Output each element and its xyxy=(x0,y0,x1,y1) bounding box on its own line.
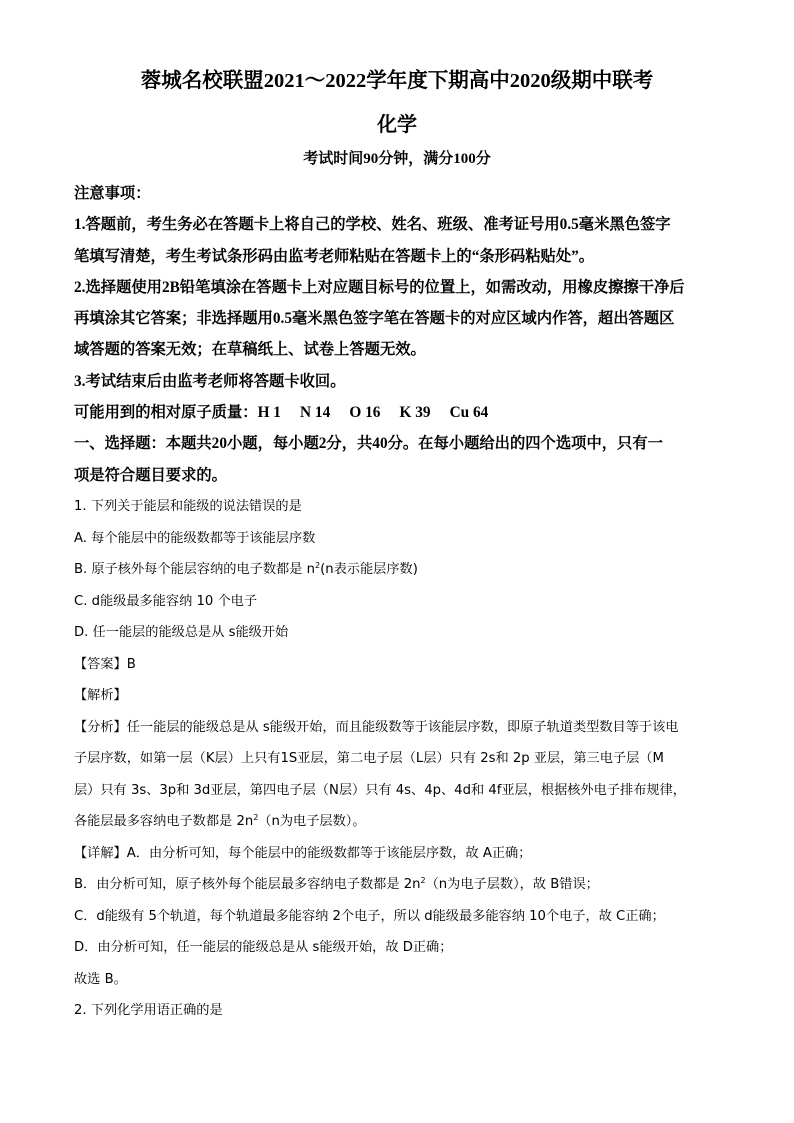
section-heading-line2: 项是符合题目要求的。 xyxy=(74,466,227,484)
q1-analysis-line4 xyxy=(74,806,724,838)
q1-analysis-line2: 子层序数，如第一层（K层）上只有1S亚层，第二电子层（L层）只有 2s和 2p 亚层，第三电子层（M xyxy=(74,751,664,766)
exam-notes xyxy=(74,178,724,491)
notes-item3: 3.考试结束后由监考老师将答题卡收回。 xyxy=(74,372,346,390)
notes-item1-line2: 笔填写清楚，考生考试条形码由监考老师粘贴在答题卡上的“条形码粘贴处”。 xyxy=(74,247,595,265)
exam-time-score: 考试时间90分钟，满分100分 xyxy=(303,151,491,167)
q1-detail-b xyxy=(74,869,724,901)
q1-analysis-line4-note: （n为电子层数）。 xyxy=(258,814,366,829)
q1-option-b-note: (n表示能层序数) xyxy=(320,562,418,577)
q1-analysis-line4-text: 各能层最多容纳电子数都是 2n xyxy=(74,814,254,829)
q1-option-d: D. 任一能层的能级总是从 s能级开始 xyxy=(74,625,289,640)
q1-option-c: C. d能级最多能容纳 10 个电子 xyxy=(74,593,258,609)
q1-detail-b-superscript: 2 xyxy=(420,876,426,885)
question-block xyxy=(74,491,724,1027)
q1-detail-d: D．由分析可知，任一能层的能级总是从 s能级开始，故 D正确； xyxy=(74,940,453,955)
notes-item1-line1: 1.答题前，考生务必在答题卡上将自己的学校、姓名、班级、准考证号用0.5毫米黑色签字 xyxy=(74,216,671,234)
q1-conclusion: 故选 B。 xyxy=(74,971,127,987)
notes-item2-line2: 再填涂其它答案；非选择题用0.5毫米黑色签字笔在答题卡的对应区域内作答，超出答题区 xyxy=(74,310,675,328)
q1-analysis-line3: 层）只有 3s、3p和 3d亚层，第四电子层（N层）只有 4s、4p、4d和 4f亚层，根据核外电子排布规律， xyxy=(74,782,686,798)
notes-item2-line1: 2.选择题使用2B铅笔填涂在答题卡上对应题目标号的位置上，如需改动，用橡皮擦擦干净后 xyxy=(74,278,685,296)
exam-title: 蓉城名校联盟2021～2022学年度下期高中2020级期中联考 xyxy=(140,70,654,92)
q1-analysis-line1: 【分析】任一能层的能级总是从 s能级开始，而且能级数等于该能层序数，即原子轨道类型数目等于该电 xyxy=(74,719,679,735)
notes-heading: 注意事项： xyxy=(74,185,151,202)
q1-detail-c: C．d能级有 5个轨道，每个轨道最多能容纳 2个电子，所以 d能级最多能容纳 10个电子，故 C正确； xyxy=(74,908,665,924)
q1-stem: 1. 下列关于能层和能级的说法错误的是 xyxy=(74,499,302,514)
q1-detail-a: 【详解】A．由分析可知，每个能层中的能级数都等于该能层序数，故 A正确； xyxy=(74,845,532,861)
q1-option-b-superscript: 2 xyxy=(314,561,321,570)
section-heading-line1: 一、选择题：本题共20小题，每小题2分，共40分。在每小题给出的四个选项中，只有一 xyxy=(74,435,663,453)
q1-answer: 【答案】B xyxy=(74,656,136,672)
q1-option-b-text: B. 原子核外每个能层容纳的电子数都是 n xyxy=(74,562,315,577)
notes-item2-line3: 域答题的答案无效；在草稿纸上、试卷上答题无效。 xyxy=(74,341,426,359)
q2-stem: 2. 下列化学用语正确的是 xyxy=(74,1003,223,1018)
q1-detail-b-text: B．由分析可知，原子核外每个能层最多容纳电子数都是 2n xyxy=(74,877,421,892)
atomic-masses: 可能用到的相对原子质量：H 1 N 14 O 16 K 39 Cu 64 xyxy=(74,404,489,422)
q1-detail-b-note: （n为电子层数），故 B错误； xyxy=(425,877,599,892)
q1-option-b xyxy=(74,554,724,586)
q1-option-a: A. 每个能层中的能级数都等于该能层序数 xyxy=(74,530,316,546)
q1-analysis-line4-superscript: 2 xyxy=(253,813,259,822)
subject-title: 化学 xyxy=(377,114,417,136)
q1-analysis-label: 【解析】 xyxy=(74,688,127,703)
